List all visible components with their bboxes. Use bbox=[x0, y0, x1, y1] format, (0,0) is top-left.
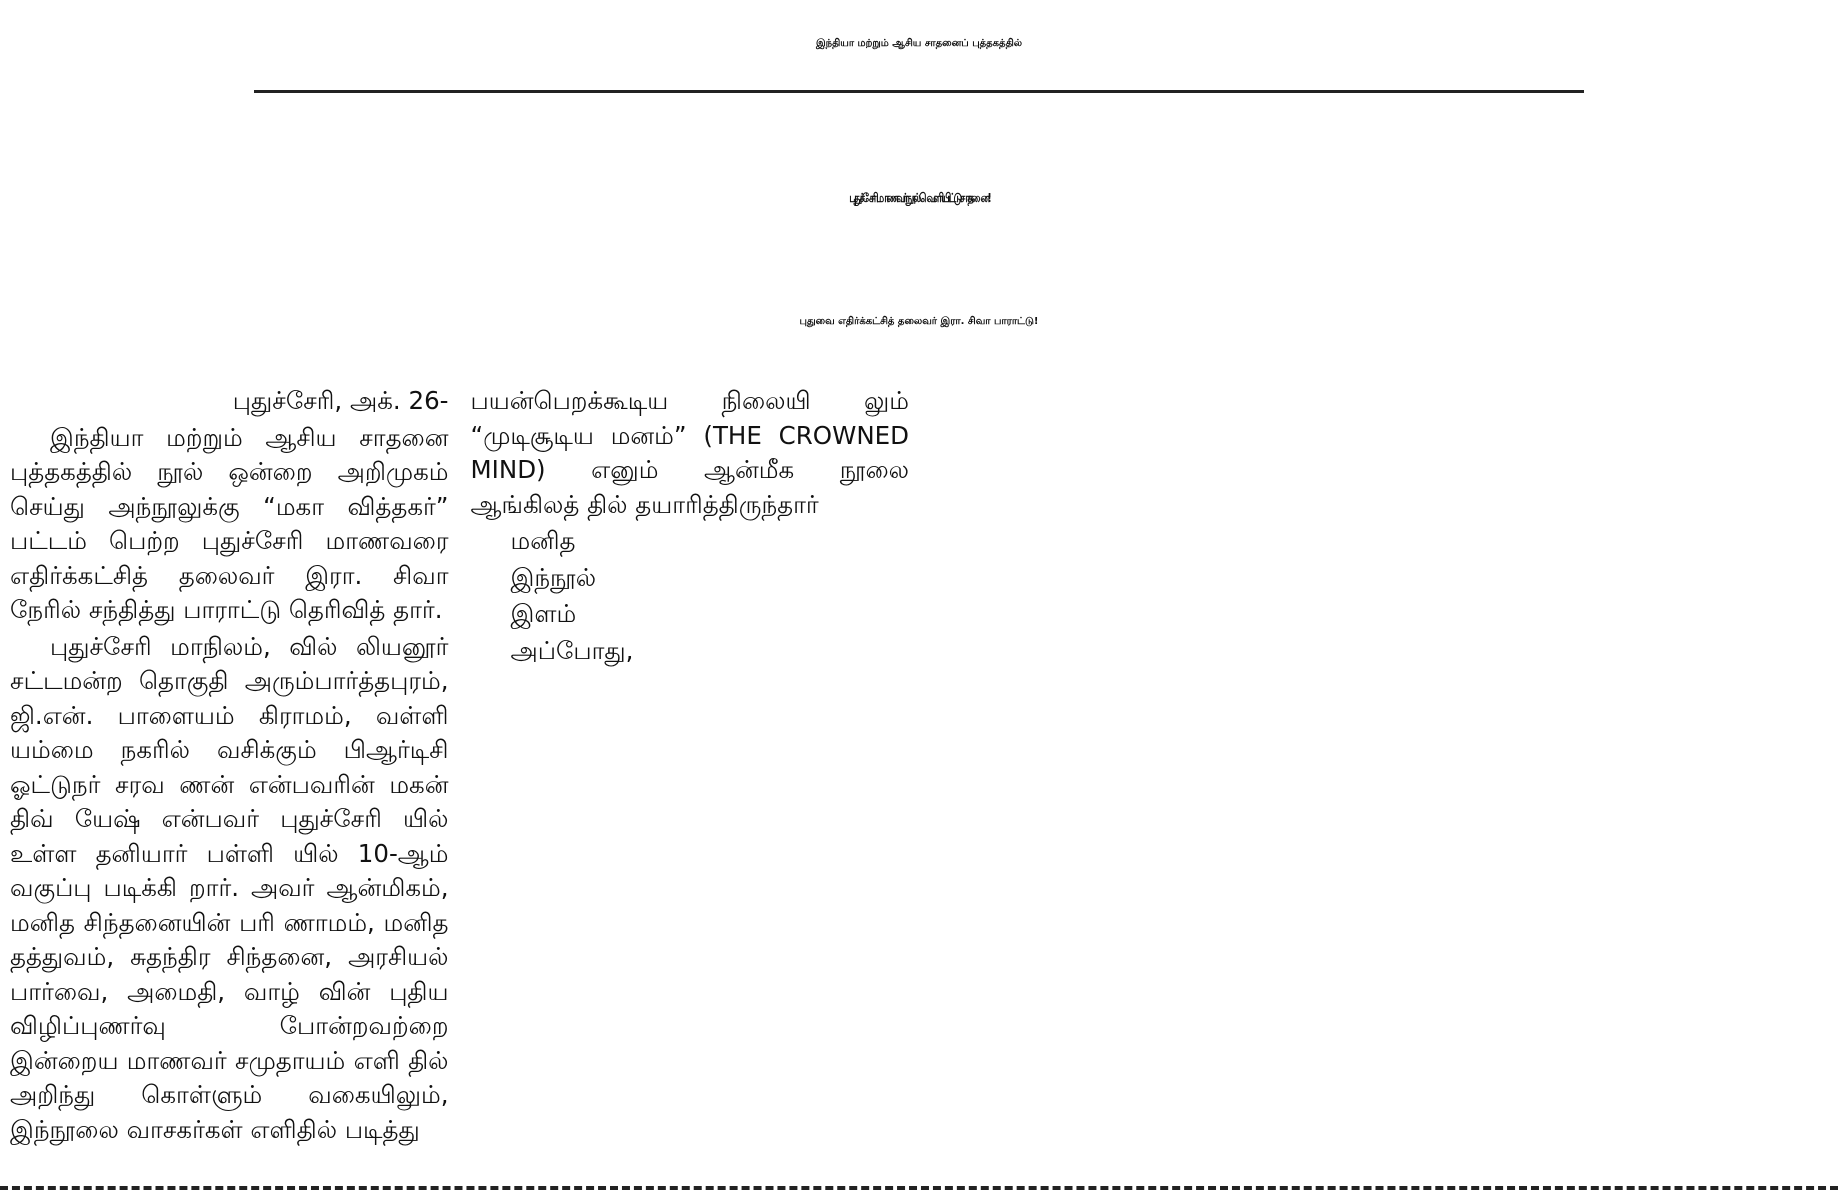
kicker-underline bbox=[254, 90, 1584, 93]
dateline: புதுச்சேரி, அக். 26- bbox=[232, 386, 449, 415]
paragraph-5: இளம் bbox=[510, 599, 577, 628]
article-column-2 bbox=[471, 384, 910, 1156]
paragraph-continued: பயன்பெறக்கூடிய நிலையி லும் “முடிசூடிய மனம்” (THE CROWNED MIND) எனும் ஆன்மீக நூலை ஆங்கிலத் தில் தயாரித்திருந்தார் bbox=[470, 386, 909, 519]
bottom-dashed-rule bbox=[0, 1186, 1838, 1190]
sub-headline: புதுவை எதிர்க்கட்சித் தலைவர் இரா. சிவா பாராட்டு! bbox=[799, 316, 1039, 327]
paragraph-6: அப்போது, bbox=[510, 635, 634, 665]
paragraph-3: மனித bbox=[510, 526, 576, 555]
paragraph-4: இந்நூல் bbox=[510, 562, 597, 592]
article-column-3 bbox=[931, 384, 1370, 1156]
article-column-4 bbox=[1392, 384, 1831, 1156]
kicker-headline: இந்தியா மற்றும் ஆசிய சாதனைப் புத்தகத்தில் bbox=[815, 38, 1023, 49]
paragraph-1: இந்தியா மற்றும் ஆசிய சாதனை புத்தகத்தில் நூல் ஒன்றை அறிமுகம் செய்து அந்நூலுக்கு “மகா வித்தகர்” பட்டம் பெற்ற புதுச்சேரி மாணவரை எதிர்க்கட்சித் தலைவர் இரா. சிவா நேரில் சந்தித்து பாராட்டு தெரிவித் தார். bbox=[10, 422, 449, 624]
article-column-1 bbox=[10, 384, 449, 1156]
paragraph-2: புதுச்சேரி மாநிலம், வில் லியனூர் சட்டமன்ற தொகுதி அரும்பார்த்தபுரம், ஜி.என். பாளையம் கிராமம், வள்ளி யம்மை நகரில் வசிக்கும் பிஆர்டிசி ஓட்டுநர் சரவ ணன் என்பவரின் மகன் திவ் யேஷ் என்பவர் புதுச்சேரி யில் உள்ள தனியார் பள்ளி யில் 10-ஆம் வகுப்பு படிக்கி றார். அவர் ஆன்மிகம், மனித சிந்தனையின் பரி ணாமம், மனித தத்துவம், சுதந்திர சிந்தனை, அரசியல் பார்வை, அமைதி, வாழ் வின் புதிய விழிப்புணர்வு போன்றவற்றை இன்றைய மாணவர் சமுதாயம் எளி தில் அறிந்து கொள்ளும் வகையிலும், இந்நூலை வாசகர்கள் எளிதில் படித்து bbox=[10, 631, 449, 1144]
main-headline: புதுச்சேரி மாணவர் நூல் வெளியிட்டு சாதனை! bbox=[849, 192, 989, 206]
article-body bbox=[10, 384, 1830, 1156]
